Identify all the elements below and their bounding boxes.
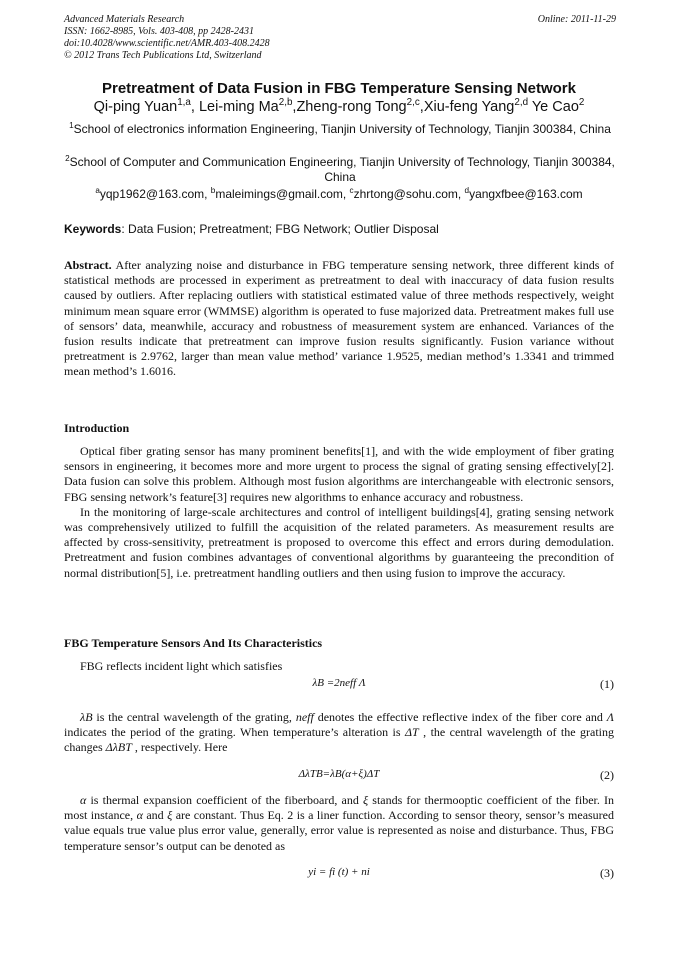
- abstract-label: Abstract.: [64, 258, 112, 272]
- fbg-paragraph-3: [64, 793, 614, 854]
- author-sup: 2,d: [514, 97, 529, 109]
- equation-expression: yi = fi (t) + ni: [308, 866, 370, 878]
- author-name: Lei-ming Ma: [198, 99, 279, 115]
- abstract-text: After analyzing noise and disturbance in FBG temperature sensing network, three different kinds of statistical methods are processed in experiment as pretreatment to deal with inaccuracy of data fusion results caused by outliers. After replacing outliers with statistical estimated value of three methods respectively, weight minimum mean square error (WMMSE) algorithm is operated to fuse majorized data. Pretreatment makes full use of sensors’ data, meanwhile, accuracy and robustness of measurement system are enhanced. Variances of the fusion results indicate that pretreatment can improve fusion results significantly. Fusion variance without pretreatment is 2.9762, larger than mean value method’ variance 1.9525, median method’s 1.3341 and trimmed mean method’s 1.6016.: [64, 258, 614, 379]
- email-sup: a: [95, 186, 100, 195]
- paragraph-text: indicates the period of the grating. When temperature’s alteration is: [64, 725, 405, 740]
- introduction-body: [64, 444, 614, 581]
- journal-name: Advanced Materials Research: [64, 14, 185, 25]
- affiliation-2: [64, 155, 616, 185]
- author-name: Qi-ping Yuan: [93, 99, 178, 115]
- paragraph-text: are constant. Thus Eq. 2 is a liner function. According to sensor theory, sensor’s measured value equals true value plus error value, generally, error value is represented as noise and disturbance. Thus, FBG temperature sensor’s output can be denoted as: [64, 808, 615, 853]
- author-sup: 2,c: [406, 97, 420, 109]
- affiliation-1: [64, 122, 616, 137]
- email-address[interactable]: maleimings@gmail.com,: [215, 187, 350, 201]
- section-heading-introduction: Introduction: [64, 421, 130, 435]
- email-sup: d: [464, 186, 470, 195]
- math-symbol: ξ: [167, 808, 173, 823]
- math-symbol: ΔλBT: [105, 740, 132, 755]
- author-sep: ,: [419, 99, 424, 115]
- math-symbol: neff: [295, 710, 314, 724]
- affiliation-sup: 2: [65, 154, 70, 163]
- keywords-text: : Data Fusion; Pretreatment; FBG Network; Outlier Disposal: [121, 222, 439, 236]
- email-address[interactable]: yangxfbee@163.com: [469, 187, 583, 201]
- fbg-paragraph-1: FBG reflects incident light which satisfies: [80, 659, 283, 673]
- email-sup: c: [349, 186, 354, 195]
- author-name: Ye Cao: [531, 99, 579, 115]
- author-list: [0, 99, 678, 115]
- affiliation-text: School of electronics information Engineering, Tianjin University of Technology, Tianjin 300384, China: [73, 122, 611, 136]
- intro-paragraph-1: Optical fiber grating sensor has many prominent benefits[1], and with the wide employment of fiber grating sensors in engineering, it becomes more and more urgent to process the signal of grating sensing effectively[2]. Data fusion can solve this problem. Although most fusion algorithms are interchangeable with electronic sensors, FBG sensing network’s feature[3] requires new algorithms to enhance accuracy and robustness.: [64, 444, 614, 504]
- email-address[interactable]: zhrtong@sohu.com,: [353, 187, 465, 201]
- author-sup: 2: [578, 97, 585, 109]
- paper-title: Pretreatment of Data Fusion in FBG Temperature Sensing Network: [102, 80, 576, 97]
- keywords-label: Keywords: [64, 222, 122, 236]
- equation-number: (2): [600, 768, 614, 782]
- issn-line: ISSN: 1662-8985, Vols. 403-408, pp 2428-2431: [64, 26, 254, 37]
- math-symbol: α: [136, 808, 143, 823]
- email-sup: b: [210, 186, 216, 195]
- author-name: Zheng-rong Tong: [296, 99, 407, 115]
- author-sup: 2,b: [278, 97, 293, 109]
- abstract-paragraph: [64, 258, 614, 380]
- email-address[interactable]: yqp1962@163.com,: [99, 187, 211, 201]
- paragraph-text: , respectively. Here: [131, 740, 228, 755]
- math-symbol: α: [80, 793, 87, 807]
- math-symbol: ξ: [362, 793, 369, 807]
- math-symbol: λB: [80, 710, 93, 724]
- intro-paragraph-2: In the monitoring of large-scale architectures and control of intelligent buildings[4], grating sensing network was comprehensively utilized to fulfill the acquisition of the related parameters. As measurement results are affected by cross-sensitivity, pretreatment is proposed to overcome this effect and errors during demodulation. Pretreatment and fusion combines advantages of conventional algorithms by guaranteeing the precondition of normal distribution[5], i.e. pretreatment handling outliers and then using fusion to improve the accuracy.: [64, 504, 614, 580]
- equation-number: (3): [600, 866, 614, 880]
- online-date: Online: 2011-11-29: [537, 14, 616, 25]
- author-sep: ,: [190, 99, 199, 115]
- paragraph-text: denotes the effective reflective index of the fiber core and: [313, 710, 607, 724]
- math-symbol: ΔT: [405, 725, 419, 740]
- equation-number: (1): [600, 677, 614, 691]
- author-sup: 1,a: [177, 97, 191, 109]
- copyright-line: © 2012 Trans Tech Publications Ltd, Switzerland: [64, 50, 262, 61]
- paragraph-text: stands for thermooptic coefficient of the fiber. In most instance,: [64, 793, 614, 823]
- equation-expression: λB =2neff Λ: [312, 677, 366, 689]
- paragraph-text: , the central wavelength of the grating changes: [64, 725, 615, 755]
- paragraph-text: and: [142, 808, 168, 823]
- paragraph-text: is thermal expansion coefficient of the fiberboard, and: [86, 793, 363, 807]
- affiliation-sup: 1: [69, 121, 74, 130]
- journal-header: [64, 14, 270, 62]
- email-list: [0, 187, 678, 201]
- paragraph-text: is the central wavelength of the grating,: [92, 710, 296, 724]
- author-sep: ,: [292, 99, 297, 115]
- keywords-line: [64, 222, 439, 236]
- section-heading-fbg: FBG Temperature Sensors And Its Characteristics: [64, 636, 323, 650]
- fbg-paragraph-2: [64, 710, 614, 756]
- affiliation-text: School of Computer and Communication Engineering, Tianjin University of Technology, Tianjin 300384, China: [69, 155, 615, 184]
- author-name: Xiu-feng Yang: [423, 99, 515, 115]
- math-symbol: Λ: [606, 710, 615, 724]
- doi-line: doi:10.4028/www.scientific.net/AMR.403-408.2428: [64, 38, 270, 49]
- equation-expression: ΔλTB=λB(α+ξ)ΔT: [298, 768, 380, 780]
